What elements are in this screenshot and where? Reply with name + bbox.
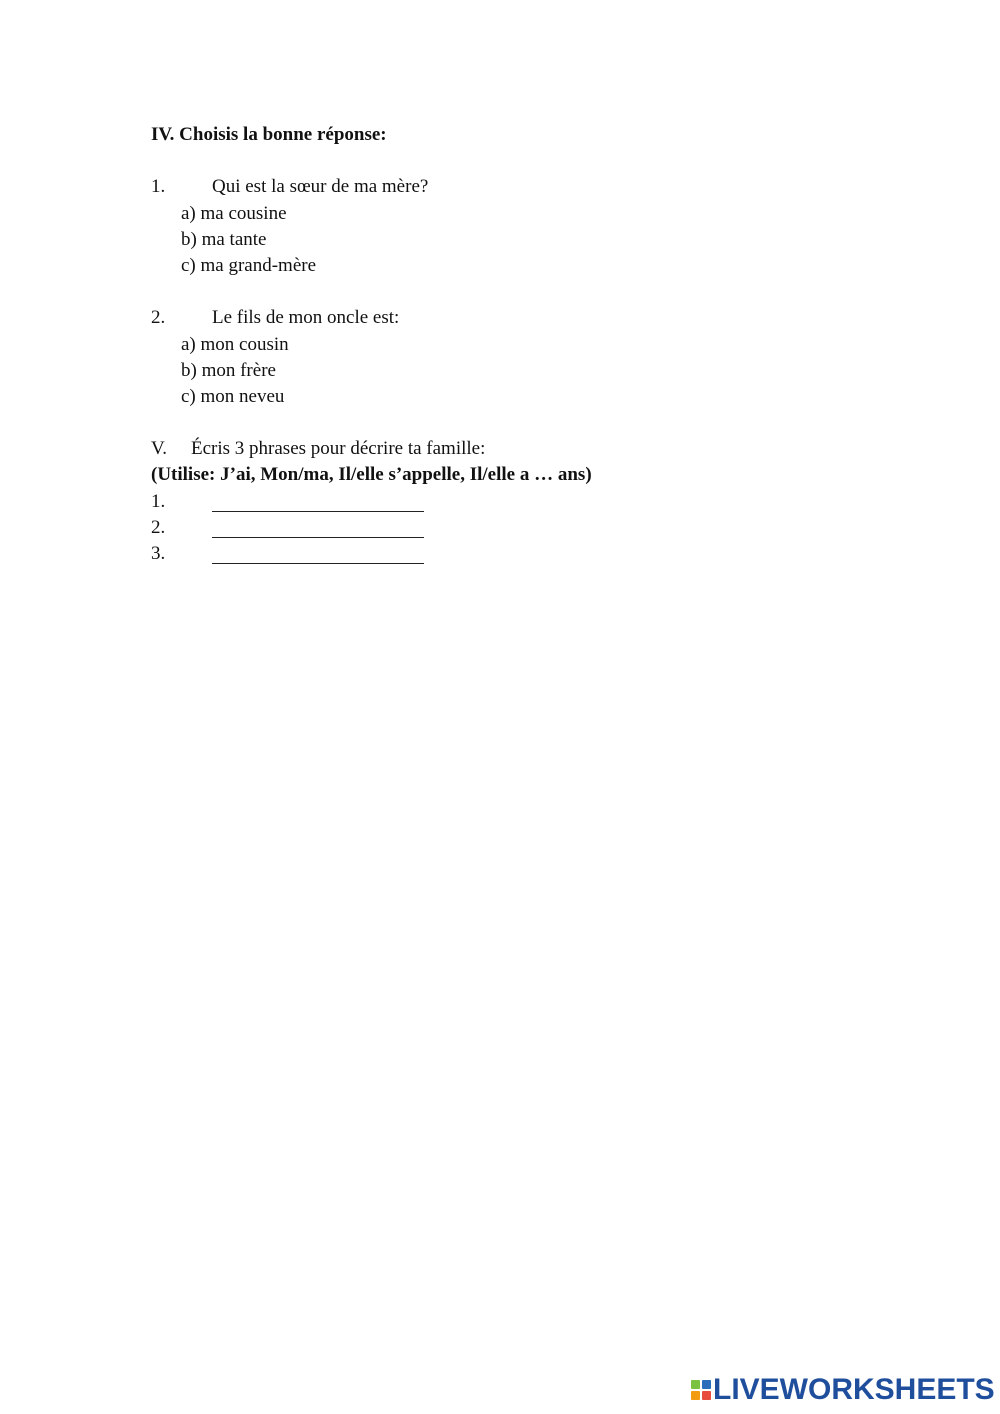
sentence-1-number: 1. bbox=[151, 491, 166, 512]
question-2-number: 2. bbox=[151, 307, 166, 328]
question-1-option-c[interactable]: c) ma grand-mère bbox=[181, 255, 317, 276]
question-1-option-a[interactable]: a) ma cousine bbox=[181, 203, 287, 224]
section-v-hint: (Utilise: J’ai, Mon/ma, Il/elle s’appelle, Il/elle a … ans) bbox=[151, 464, 592, 485]
liveworksheets-logo bbox=[691, 1375, 995, 1405]
logo-icon-tile-red bbox=[702, 1391, 711, 1400]
question-2-option-b[interactable]: b) mon frère bbox=[181, 360, 276, 381]
question-1-option-b[interactable]: b) ma tante bbox=[181, 229, 267, 250]
sentence-3-input[interactable] bbox=[212, 546, 424, 564]
section-v-title: Écris 3 phrases pour décrire ta famille: bbox=[191, 438, 486, 459]
question-1-number: 1. bbox=[151, 176, 166, 197]
question-2-option-a[interactable]: a) mon cousin bbox=[181, 334, 289, 355]
sentence-2-number: 2. bbox=[151, 517, 166, 538]
logo-icon-tile-green bbox=[691, 1380, 700, 1389]
liveworksheets-logo-text: LIVEWORKSHEETS bbox=[713, 1373, 995, 1406]
question-1-text: Qui est la sœur de ma mère? bbox=[212, 176, 429, 197]
section-iv-title: IV. Choisis la bonne réponse: bbox=[151, 124, 387, 145]
question-2-text: Le fils de mon oncle est: bbox=[212, 307, 400, 328]
sentence-2-input[interactable] bbox=[212, 520, 424, 538]
liveworksheets-logo-icon bbox=[691, 1380, 711, 1400]
sentence-1-input[interactable] bbox=[212, 494, 424, 512]
question-2-option-c[interactable]: c) mon neveu bbox=[181, 386, 285, 407]
section-v-numeral: V. bbox=[151, 438, 168, 459]
logo-icon-tile-orange bbox=[691, 1391, 700, 1400]
sentence-3-number: 3. bbox=[151, 543, 166, 564]
logo-icon-tile-blue bbox=[702, 1380, 711, 1389]
